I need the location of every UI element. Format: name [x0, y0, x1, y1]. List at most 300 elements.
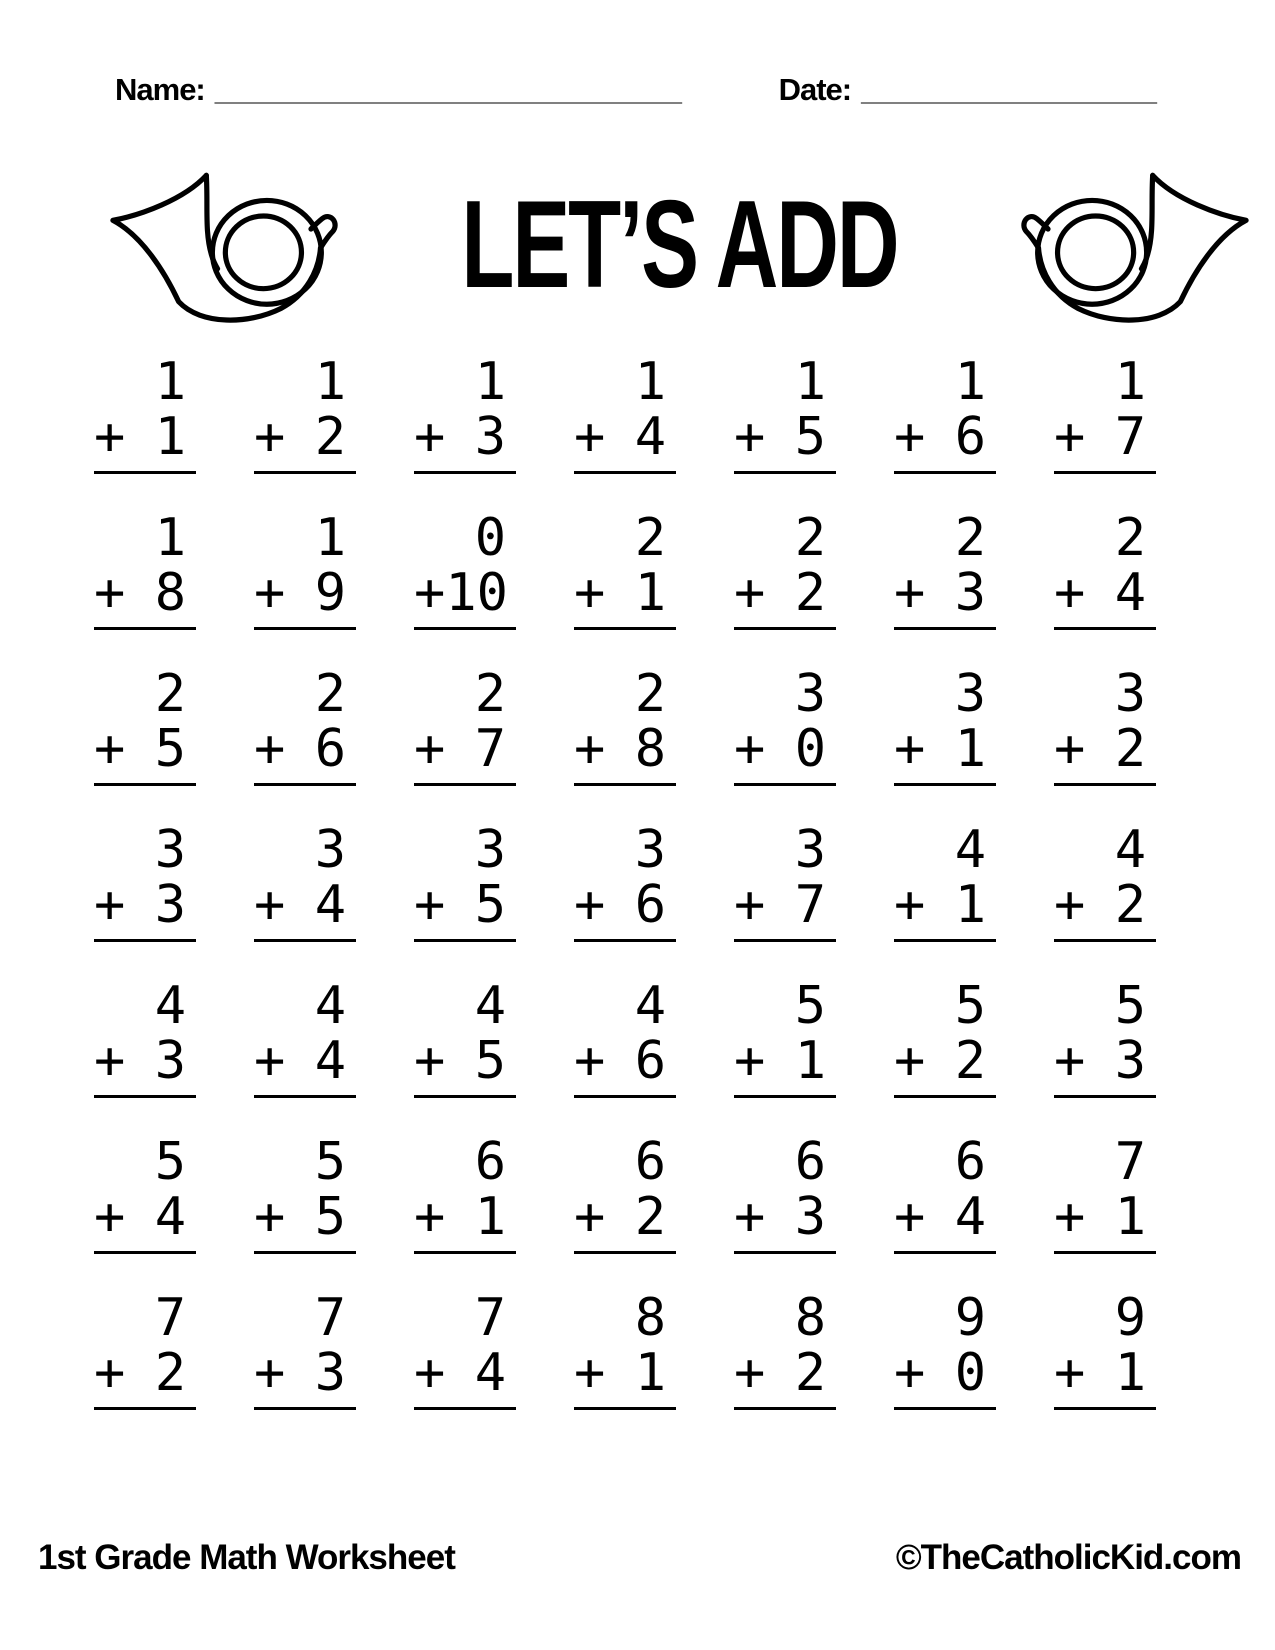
- top-addend: 1: [634, 352, 666, 412]
- bottom-addend-row: [254, 563, 356, 623]
- top-addend: 7: [474, 1288, 506, 1348]
- bottom-addend-row: [254, 1343, 356, 1403]
- addition-problem: [94, 508, 196, 668]
- addition-problem: [254, 1288, 356, 1448]
- bottom-addend: 2: [154, 1343, 186, 1403]
- top-addend: 3: [474, 820, 506, 880]
- plus-sign: +: [894, 719, 926, 779]
- addition-problem: [734, 820, 836, 980]
- addition-problem: [1054, 508, 1156, 668]
- bottom-addend: 5: [474, 1031, 506, 1091]
- answer-line: [894, 939, 996, 942]
- bottom-addend: 6: [634, 1031, 666, 1091]
- answer-line: [254, 1251, 356, 1254]
- plus-sign: +: [94, 1343, 126, 1403]
- plus-sign: +: [734, 563, 766, 623]
- bottom-addend-row: [574, 1343, 676, 1403]
- top-addend: 3: [794, 820, 826, 880]
- answer-line: [734, 1251, 836, 1254]
- bottom-addend-row: [414, 407, 516, 467]
- plus-sign: +: [574, 1343, 606, 1403]
- addition-problem: [574, 664, 676, 824]
- top-addend: 4: [314, 976, 346, 1036]
- bottom-addend: 3: [474, 407, 506, 467]
- top-addend: 2: [794, 508, 826, 568]
- answer-line: [734, 939, 836, 942]
- answer-line: [734, 783, 836, 786]
- plus-sign: +: [734, 407, 766, 467]
- top-addend: 1: [314, 508, 346, 568]
- addition-problem: [894, 352, 996, 512]
- horn-icon-left: [100, 165, 368, 325]
- plus-sign: +: [254, 875, 286, 935]
- answer-line: [94, 1095, 196, 1098]
- bottom-addend: 1: [954, 875, 986, 935]
- plus-sign: +: [574, 563, 606, 623]
- answer-line: [94, 1251, 196, 1254]
- title-row: [100, 160, 1167, 330]
- bottom-addend: 5: [474, 875, 506, 935]
- problems-grid: [65, 352, 1185, 1448]
- bottom-addend: 1: [154, 407, 186, 467]
- addition-problem: [94, 352, 196, 512]
- bottom-addend: 6: [634, 875, 666, 935]
- bottom-addend-row: [574, 563, 676, 623]
- addition-problem: [94, 664, 196, 824]
- answer-line: [574, 783, 676, 786]
- bottom-addend-row: [414, 719, 516, 779]
- answer-line: [574, 1251, 676, 1254]
- bottom-addend: 4: [1114, 563, 1146, 623]
- top-addend: 8: [794, 1288, 826, 1348]
- bottom-addend-row: [1054, 1187, 1156, 1247]
- top-addend: 2: [154, 664, 186, 724]
- plus-sign: +: [734, 875, 766, 935]
- plus-sign: +: [1054, 1343, 1086, 1403]
- bottom-addend-row: [254, 875, 356, 935]
- top-addend: 1: [154, 508, 186, 568]
- top-addend: 5: [314, 1132, 346, 1192]
- plus-sign: +: [894, 1031, 926, 1091]
- addition-problem: [94, 1132, 196, 1292]
- bottom-addend: 2: [1114, 719, 1146, 779]
- top-addend: 7: [314, 1288, 346, 1348]
- top-addend: 6: [634, 1132, 666, 1192]
- addition-problem: [94, 1288, 196, 1448]
- answer-line: [414, 1095, 516, 1098]
- plus-sign: +: [574, 1031, 606, 1091]
- plus-sign: +: [94, 1187, 126, 1247]
- addition-problem: [734, 664, 836, 824]
- addition-problem: [574, 1132, 676, 1292]
- bottom-addend: 4: [634, 407, 666, 467]
- answer-line: [94, 471, 196, 474]
- addition-problem: [574, 352, 676, 512]
- plus-sign: +: [94, 407, 126, 467]
- answer-line: [414, 471, 516, 474]
- addition-problem: [734, 508, 836, 668]
- bottom-addend-row: [894, 1343, 996, 1403]
- addition-problem: [894, 1288, 996, 1448]
- addition-problem: [94, 976, 196, 1136]
- top-addend: 1: [314, 352, 346, 412]
- bottom-addend: 9: [314, 563, 346, 623]
- top-addend: 6: [794, 1132, 826, 1192]
- name-blank-line: ______________________________: [214, 75, 682, 106]
- answer-line: [1054, 1407, 1156, 1410]
- addition-problem: [254, 352, 356, 512]
- answer-line: [734, 1095, 836, 1098]
- bottom-addend: 2: [794, 1343, 826, 1403]
- bottom-addend: 8: [634, 719, 666, 779]
- plus-sign: +: [414, 1343, 446, 1403]
- date-field: [779, 72, 1157, 108]
- top-addend: 5: [794, 976, 826, 1036]
- addition-problem: [414, 820, 516, 980]
- bottom-addend-row: [94, 563, 196, 623]
- plus-sign: +: [574, 1187, 606, 1247]
- bottom-addend: 10: [445, 563, 508, 623]
- answer-line: [94, 1407, 196, 1410]
- bottom-addend-row: [574, 1187, 676, 1247]
- plus-sign: +: [894, 407, 926, 467]
- bottom-addend: 8: [154, 563, 186, 623]
- bottom-addend: 3: [794, 1187, 826, 1247]
- bottom-addend-row: [254, 1187, 356, 1247]
- bottom-addend-row: [414, 1343, 516, 1403]
- plus-sign: +: [1054, 1187, 1086, 1247]
- name-field: [115, 72, 682, 108]
- plus-sign: +: [1054, 563, 1086, 623]
- addition-problem: [414, 976, 516, 1136]
- addition-problem: [254, 664, 356, 824]
- bottom-addend: 2: [634, 1187, 666, 1247]
- answer-line: [254, 627, 356, 630]
- bottom-addend-row: [1054, 719, 1156, 779]
- answer-line: [894, 471, 996, 474]
- bottom-addend-row: [94, 875, 196, 935]
- plus-sign: +: [574, 719, 606, 779]
- top-addend: 1: [154, 352, 186, 412]
- answer-line: [734, 627, 836, 630]
- bottom-addend-row: [734, 1031, 836, 1091]
- top-addend: 7: [154, 1288, 186, 1348]
- answer-line: [574, 1095, 676, 1098]
- bottom-addend: 2: [794, 563, 826, 623]
- footer-left-text: 1st Grade Math Worksheet: [38, 1538, 455, 1577]
- plus-sign: +: [894, 563, 926, 623]
- addition-problem: [414, 1288, 516, 1448]
- top-addend: 4: [634, 976, 666, 1036]
- top-addend: 5: [1114, 976, 1146, 1036]
- bottom-addend-row: [734, 1187, 836, 1247]
- bottom-addend-row: [414, 1031, 516, 1091]
- top-addend: 4: [154, 976, 186, 1036]
- top-addend: 3: [1114, 664, 1146, 724]
- addition-problem: [414, 352, 516, 512]
- top-addend: 4: [1114, 820, 1146, 880]
- top-addend: 1: [474, 352, 506, 412]
- answer-line: [414, 783, 516, 786]
- top-addend: 6: [474, 1132, 506, 1192]
- footer: [38, 1538, 1241, 1578]
- bottom-addend-row: [574, 407, 676, 467]
- plus-sign: +: [1054, 719, 1086, 779]
- top-addend: 5: [954, 976, 986, 1036]
- bottom-addend: 0: [794, 719, 826, 779]
- bottom-addend-row: [414, 563, 516, 623]
- addition-problem: [1054, 976, 1156, 1136]
- plus-sign: +: [734, 1031, 766, 1091]
- plus-sign: +: [734, 719, 766, 779]
- plus-sign: +: [414, 875, 446, 935]
- plus-sign: +: [414, 719, 446, 779]
- answer-line: [1054, 627, 1156, 630]
- date-label: Date:: [778, 72, 852, 107]
- bottom-addend-row: [894, 407, 996, 467]
- bottom-addend-row: [414, 1187, 516, 1247]
- bottom-addend-row: [734, 563, 836, 623]
- top-addend: 2: [954, 508, 986, 568]
- top-addend: 2: [314, 664, 346, 724]
- plus-sign: +: [574, 875, 606, 935]
- bottom-addend: 1: [794, 1031, 826, 1091]
- answer-line: [94, 783, 196, 786]
- addition-problem: [574, 1288, 676, 1448]
- bottom-addend-row: [894, 875, 996, 935]
- bottom-addend-row: [574, 1031, 676, 1091]
- bottom-addend-row: [734, 719, 836, 779]
- plus-sign: +: [1054, 1031, 1086, 1091]
- top-addend: 3: [954, 664, 986, 724]
- bottom-addend: 6: [314, 719, 346, 779]
- bottom-addend: 7: [1114, 407, 1146, 467]
- bottom-addend: 1: [1114, 1343, 1146, 1403]
- addition-problem: [894, 508, 996, 668]
- top-addend: 3: [794, 664, 826, 724]
- plus-sign: +: [254, 563, 286, 623]
- top-addend: 7: [1114, 1132, 1146, 1192]
- plus-sign: +: [94, 563, 126, 623]
- answer-line: [254, 471, 356, 474]
- answer-line: [254, 939, 356, 942]
- bottom-addend: 5: [314, 1187, 346, 1247]
- top-addend: 3: [154, 820, 186, 880]
- answer-line: [894, 627, 996, 630]
- bottom-addend-row: [574, 875, 676, 935]
- plus-sign: +: [94, 875, 126, 935]
- answer-line: [94, 627, 196, 630]
- addition-problem: [254, 508, 356, 668]
- plus-sign: +: [1054, 875, 1086, 935]
- answer-line: [1054, 783, 1156, 786]
- top-addend: 0: [474, 508, 506, 568]
- answer-line: [1054, 1095, 1156, 1098]
- bottom-addend: 4: [314, 1031, 346, 1091]
- addition-problem: [894, 820, 996, 980]
- answer-line: [734, 1407, 836, 1410]
- plus-sign: +: [414, 407, 446, 467]
- bottom-addend-row: [94, 1187, 196, 1247]
- addition-problem: [1054, 820, 1156, 980]
- answer-line: [894, 783, 996, 786]
- addition-problem: [414, 664, 516, 824]
- bottom-addend-row: [414, 875, 516, 935]
- plus-sign: +: [894, 1187, 926, 1247]
- bottom-addend-row: [94, 1343, 196, 1403]
- top-addend: 1: [794, 352, 826, 412]
- bottom-addend-row: [254, 719, 356, 779]
- addition-problem: [734, 1288, 836, 1448]
- addition-problem: [414, 508, 516, 668]
- bottom-addend-row: [734, 875, 836, 935]
- answer-line: [894, 1407, 996, 1410]
- plus-sign: +: [414, 1031, 446, 1091]
- answer-line: [574, 471, 676, 474]
- bottom-addend-row: [254, 1031, 356, 1091]
- top-addend: 5: [154, 1132, 186, 1192]
- top-addend: 9: [1114, 1288, 1146, 1348]
- answer-line: [254, 1407, 356, 1410]
- answer-line: [414, 939, 516, 942]
- plus-sign: +: [94, 719, 126, 779]
- addition-problem: [414, 1132, 516, 1292]
- top-addend: 4: [474, 976, 506, 1036]
- bottom-addend: 6: [954, 407, 986, 467]
- bottom-addend: 4: [314, 875, 346, 935]
- bottom-addend-row: [254, 407, 356, 467]
- top-addend: 3: [634, 820, 666, 880]
- bottom-addend: 1: [1114, 1187, 1146, 1247]
- addition-problem: [734, 352, 836, 512]
- bottom-addend: 4: [154, 1187, 186, 1247]
- answer-line: [1054, 471, 1156, 474]
- plus-sign: +: [94, 1031, 126, 1091]
- bottom-addend: 1: [634, 1343, 666, 1403]
- answer-line: [734, 471, 836, 474]
- bottom-addend-row: [894, 719, 996, 779]
- bottom-addend-row: [1054, 1343, 1156, 1403]
- answer-line: [1054, 1251, 1156, 1254]
- plus-sign: +: [254, 1031, 286, 1091]
- addition-problem: [734, 1132, 836, 1292]
- plus-sign: +: [254, 407, 286, 467]
- footer-right-text: ©TheCatholicKid.com: [895, 1538, 1241, 1577]
- bottom-addend-row: [894, 1031, 996, 1091]
- bottom-addend: 1: [954, 719, 986, 779]
- bottom-addend-row: [1054, 407, 1156, 467]
- answer-line: [414, 627, 516, 630]
- top-addend: 8: [634, 1288, 666, 1348]
- answer-line: [1054, 939, 1156, 942]
- bottom-addend-row: [734, 407, 836, 467]
- top-addend: 6: [954, 1132, 986, 1192]
- bottom-addend: 3: [154, 1031, 186, 1091]
- plus-sign: +: [254, 719, 286, 779]
- bottom-addend: 3: [1114, 1031, 1146, 1091]
- answer-line: [254, 783, 356, 786]
- answer-line: [414, 1407, 516, 1410]
- addition-problem: [574, 508, 676, 668]
- date-blank-line: ___________________: [861, 75, 1157, 106]
- bottom-addend-row: [894, 563, 996, 623]
- bottom-addend-row: [1054, 563, 1156, 623]
- plus-sign: +: [574, 407, 606, 467]
- addition-problem: [574, 820, 676, 980]
- horn-icon-right: [991, 165, 1259, 325]
- bottom-addend-row: [894, 1187, 996, 1247]
- top-addend: 2: [634, 664, 666, 724]
- top-addend: 1: [1114, 352, 1146, 412]
- addition-problem: [1054, 1132, 1156, 1292]
- top-addend: 3: [314, 820, 346, 880]
- top-addend: 4: [954, 820, 986, 880]
- addition-problem: [1054, 664, 1156, 824]
- bottom-addend: 7: [794, 875, 826, 935]
- addition-problem: [894, 664, 996, 824]
- answer-line: [894, 1095, 996, 1098]
- plus-sign: +: [414, 563, 446, 623]
- addition-problem: [1054, 1288, 1156, 1448]
- bottom-addend-row: [94, 407, 196, 467]
- bottom-addend: 4: [474, 1343, 506, 1403]
- header: [115, 72, 1157, 108]
- bottom-addend-row: [1054, 1031, 1156, 1091]
- bottom-addend: 3: [314, 1343, 346, 1403]
- bottom-addend-row: [94, 719, 196, 779]
- plus-sign: +: [254, 1187, 286, 1247]
- plus-sign: +: [734, 1343, 766, 1403]
- bottom-addend: 1: [474, 1187, 506, 1247]
- bottom-addend-row: [1054, 875, 1156, 935]
- bottom-addend: 0: [954, 1343, 986, 1403]
- bottom-addend: 7: [474, 719, 506, 779]
- top-addend: 2: [1114, 508, 1146, 568]
- addition-problem: [894, 976, 996, 1136]
- plus-sign: +: [254, 1343, 286, 1403]
- answer-line: [574, 627, 676, 630]
- addition-problem: [734, 976, 836, 1136]
- bottom-addend: 1: [634, 563, 666, 623]
- bottom-addend: 3: [154, 875, 186, 935]
- plus-sign: +: [734, 1187, 766, 1247]
- top-addend: 2: [634, 508, 666, 568]
- addition-problem: [254, 820, 356, 980]
- addition-problem: [894, 1132, 996, 1292]
- name-label: Name:: [115, 72, 205, 107]
- page-title: LET’S ADD: [461, 176, 898, 314]
- bottom-addend: 2: [314, 407, 346, 467]
- answer-line: [574, 1407, 676, 1410]
- bottom-addend-row: [94, 1031, 196, 1091]
- plus-sign: +: [894, 1343, 926, 1403]
- plus-sign: +: [894, 875, 926, 935]
- bottom-addend: 4: [954, 1187, 986, 1247]
- addition-problem: [254, 976, 356, 1136]
- plus-sign: +: [1054, 407, 1086, 467]
- bottom-addend: 5: [794, 407, 826, 467]
- bottom-addend: 3: [954, 563, 986, 623]
- answer-line: [894, 1251, 996, 1254]
- answer-line: [574, 939, 676, 942]
- addition-problem: [574, 976, 676, 1136]
- answer-line: [94, 939, 196, 942]
- top-addend: 1: [954, 352, 986, 412]
- answer-line: [254, 1095, 356, 1098]
- answer-line: [414, 1251, 516, 1254]
- bottom-addend: 5: [154, 719, 186, 779]
- bottom-addend: 2: [1114, 875, 1146, 935]
